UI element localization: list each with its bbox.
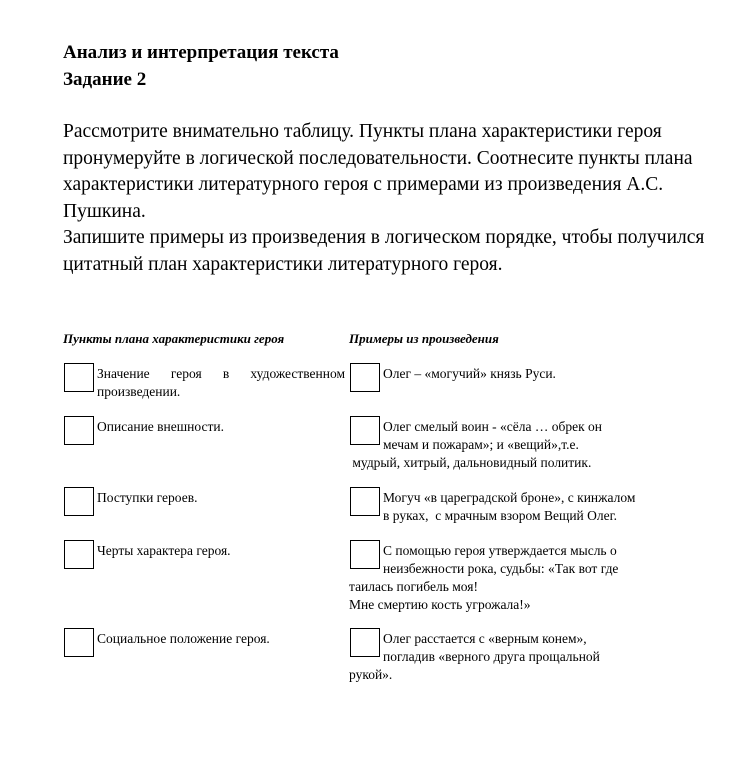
example-item-text: Олег – «могучий» князь Руси. bbox=[383, 366, 556, 381]
example-item-text: таилась погибель моя! bbox=[349, 579, 478, 594]
examples-column-header: Примеры из произведения bbox=[349, 331, 499, 346]
task-label: Задание 2 bbox=[63, 69, 147, 90]
example-item-text: мудрый, хитрый, дальновидный политик. bbox=[349, 455, 592, 470]
example-item-text: С помощью героя утверждается мысль о bbox=[383, 543, 617, 558]
instructions-paragraph-1: Рассмотрите внимательно таблицу. Пункты плана характеристики героя пронумеруйте в логической последовательности. Соотнесите пункты плана характеристики литературного героя с примерами из произведения А.С. Пушкина. bbox=[63, 121, 693, 222]
plan-number-box[interactable] bbox=[64, 363, 94, 392]
example-item bbox=[349, 542, 679, 614]
example-item-text: мечам и пожарам»; и «вещий»,т.е. bbox=[383, 437, 579, 452]
example-item-text: в руках, с мрачным взором Вещий Олег. bbox=[383, 508, 618, 523]
plan-item bbox=[97, 489, 345, 507]
plan-item bbox=[97, 418, 345, 436]
plan-column-header: Пункты плана характеристики героя bbox=[63, 331, 285, 346]
instructions-paragraph-2: Запишите примеры из произведения в логическом порядке, чтобы получился цитатный план характеристики литературного героя. bbox=[63, 227, 705, 275]
plan-item bbox=[97, 542, 345, 560]
example-item-text: Олег расстается с «верным конем», bbox=[383, 631, 587, 646]
plan-item-text: Поступки героев. bbox=[97, 490, 198, 505]
plan-item-text: Социальное положение героя. bbox=[97, 631, 270, 646]
example-item bbox=[349, 418, 679, 472]
example-item-text: рукой». bbox=[349, 667, 393, 682]
example-item-text: погладив «верного друга прощальной bbox=[383, 649, 600, 664]
plan-number-box[interactable] bbox=[64, 540, 94, 569]
example-item-text: Мне смертию кость угрожала!» bbox=[349, 597, 531, 612]
plan-item-text: Описание внешности. bbox=[97, 419, 224, 434]
plan-item bbox=[97, 630, 345, 648]
example-item-text: Могуч «в цареградской броне», с кинжалом bbox=[383, 490, 636, 505]
plan-item bbox=[97, 365, 345, 401]
instructions bbox=[63, 119, 733, 278]
plan-item-text: Черты характера героя. bbox=[97, 543, 231, 558]
plan-number-box[interactable] bbox=[64, 487, 94, 516]
plan-item-text: Значение героя в художественном bbox=[97, 366, 345, 381]
page-title: Анализ и интерпретация текста bbox=[63, 42, 339, 63]
example-item-text: неизбежности рока, судьбы: «Так вот где bbox=[383, 561, 619, 576]
example-item bbox=[349, 489, 679, 525]
example-item-text: Олег смелый воин - «сёла … обрек он bbox=[383, 419, 603, 434]
example-item bbox=[349, 630, 679, 684]
example-item bbox=[349, 365, 679, 383]
plan-number-box[interactable] bbox=[64, 628, 94, 657]
plan-item-text: произведении. bbox=[97, 384, 181, 399]
plan-number-box[interactable] bbox=[64, 416, 94, 445]
